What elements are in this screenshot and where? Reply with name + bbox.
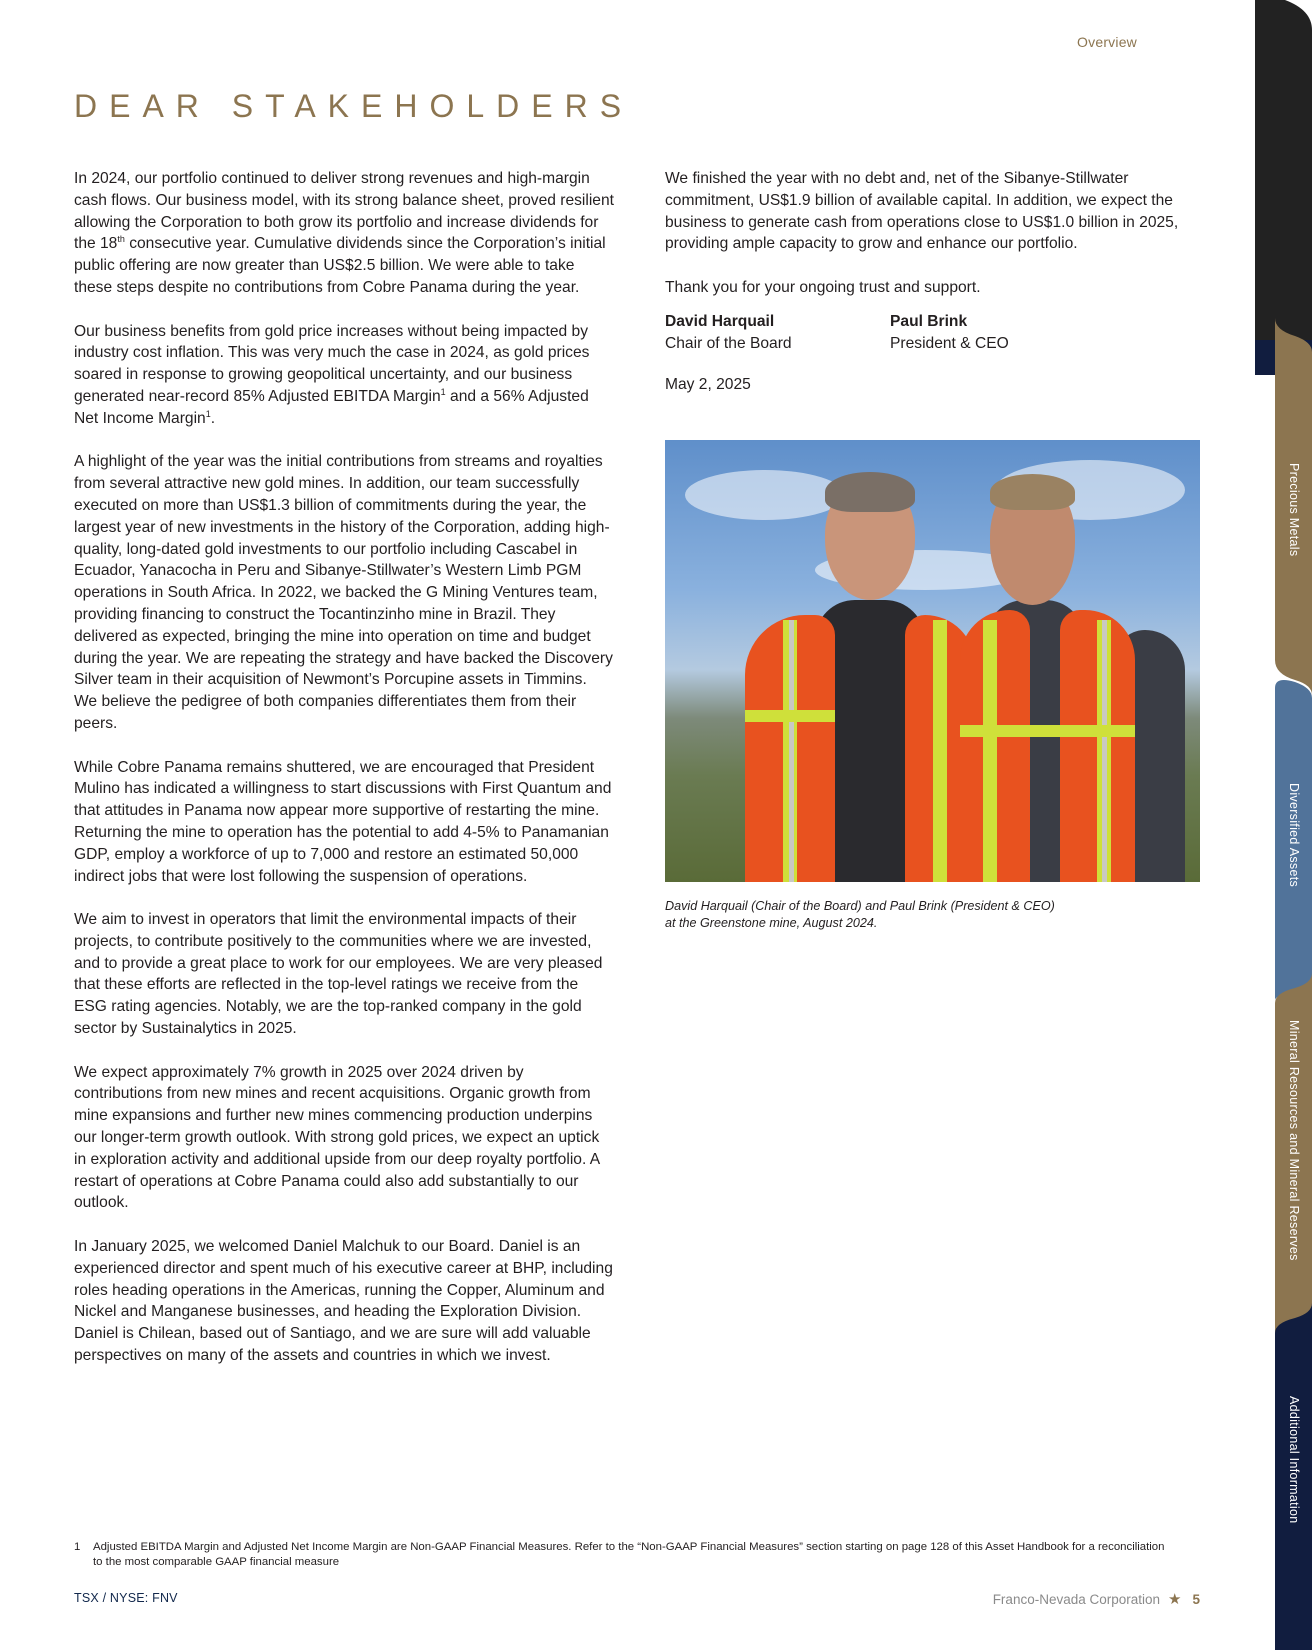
paragraph: While Cobre Panama remains shuttered, we are encouraged that President Mulino has indicated a willingness to start discussions with First Quantum and that attitudes in Panama now appear more supportive of restarting the mine. Returning the mine to operation has the potential to add 4-5% to Panamanian GDP, employ a workforce of up to 7,000 and restore an estimated 50,000 indirect jobs that were lost following the suspension of operations. [74,758,612,885]
paragraph: We finished the year with no debt and, net of the Sibanye-Stillwater commitment, US$1.9 billion of available capital. In addition, we expect the business to generate cash from operations close to US$1.0 billion in 2025, providing ample capacity to grow and enhance our portfolio. [665,170,1179,253]
person-right [665,440,1200,882]
signer-name: Paul Brink [890,312,968,330]
signer-title: President & CEO [890,334,1009,352]
paragraph: We aim to invest in operators that limit the environmental impacts of their projects, to contribute positively to the communities where we are invested, and to provide a great place to work for our employees. We are very pleased that these efforts are reflected in the top-level ratings we receive from the ESG rating agencies. Notably, we are the top-ranked company in the gold sector by Sustainalytics in 2025. [74,911,603,1038]
signer-chair [665,311,890,355]
executives-photo [665,440,1200,882]
paragraph: A highlight of the year was the initial contributions from streams and royalties from several attractive new gold mines. In addition, our team successfully executed on more than US$1.3 billion of commitments during the year, the largest year of new investments in the history of the Corporation, adding high-quality, long-dated gold investments to our portfolio including Cascabel in Ecuador, Yanacocha in Peru and Sibanye-Stillwater’s Western Limb PGM operations in South Africa. In 2022, we backed the G Mining Ventures team, providing financing to construct the Tocantinzinho mine in Brazil. They delivered as expected, bringing the mine into operation on time and budget during the year. We are repeating the strategy and have backed the Discovery Silver team in their acquisition of Newmont’s Porcupine assets in Timmins. We believe the pedigree of both companies differentiates them from their peers. [74,453,613,732]
signer-ceo [890,311,1115,355]
footnote-ref: 1 [205,408,211,419]
photo-caption: David Harquail (Chair of the Board) and Paul Brink (President & CEO) at the Greenstone mine, August 2024. [665,899,1055,931]
tab-label-additional-information[interactable]: Additional Information [1287,1396,1301,1524]
signature-block [665,311,1200,355]
paragraph: Thank you for your ongoing trust and support. [665,278,981,296]
signer-title: Chair of the Board [665,334,792,352]
tab-overview [1255,0,1312,375]
page-title: DEAR STAKEHOLDERS [74,88,634,124]
footnote-text: Adjusted EBITDA Margin and Adjusted Net Income Margin are Non-GAAP Financial Measures. Refer to the “Non-GAAP Financial Measures” section starting on page 128 of this Asset Handbook for a reconciliation to the most comparable GAAP financial measure [93,1541,1165,1568]
letter-left-column [74,168,614,1389]
footer-brand [993,1590,1200,1608]
star-icon: ★ [1168,1591,1182,1608]
paragraph: We expect approximately 7% growth in 2025 over 2024 driven by contributions from new mines and recent acquisitions. Organic growth from mine expansions and further new mines commencing production underpins our longer-term growth outlook. With strong gold prices, we expect an uptick in exploration activity and additional upside from our deep royalty portfolio. A restart of operations at Cobre Panama could also add substantially to our outlook. [74,1063,600,1212]
paragraph: Our business benefits from gold price increases without being impacted by industry cost inflation. This was very much the case in 2024, as gold prices soared in response to growing geopolitical uncertainty, and our business generated near-record 85% Adjusted EBITDA Margin$^1$ and a 56% Adjusted Net Income Margin$^1$. [74,322,590,427]
tab-label-diversified-assets[interactable]: Diversified Assets [1287,782,1301,888]
tab-label-precious-metals[interactable]: Precious Metals [1287,463,1301,557]
section-label: Overview [1077,34,1137,50]
letter-date: May 2, 2025 [665,376,751,394]
footnote-ref: 1 [440,386,446,397]
paragraph: In 2024, our portfolio continued to deliver strong revenues and high-margin cash flows. Our business model, with its strong balance sheet, proved resilient allowing the Corporation to both grow its portfolio and increase dividends for the 18th consecutive year. Cumulative dividends since the Corporation’s initial public offering are now greater than US$2.5 billion. We were able to take these steps despite no contributions from Cobre Panama during the year. [74,170,614,296]
footer-company: Franco-Nevada Corporation [992,1591,1161,1607]
section-tab-rail [1255,0,1312,1650]
footnote [74,1540,1174,1569]
tab-label-mineral-resources[interactable]: Mineral Resources and Mineral Reserves [1287,1019,1301,1261]
paragraph: In January 2025, we welcomed Daniel Malchuk to our Board. Daniel is an experienced director and spent much of his executive career at BHP, including roles heading operations in the Americas, running the Copper, Aluminum and Nickel and Manganese businesses, and heading the Exploration Division. Daniel is Chilean, based out of Santiago, and we are sure will add valuable perspectives on many of the assets and countries in which we invest. [74,1238,613,1365]
footnote-number: 1 [74,1541,81,1553]
footer-ticker: TSX / NYSE: FNV [74,1591,178,1605]
page-number: 5 [1192,1591,1200,1607]
letter-right-column [665,168,1200,932]
signer-name: David Harquail [665,312,775,330]
